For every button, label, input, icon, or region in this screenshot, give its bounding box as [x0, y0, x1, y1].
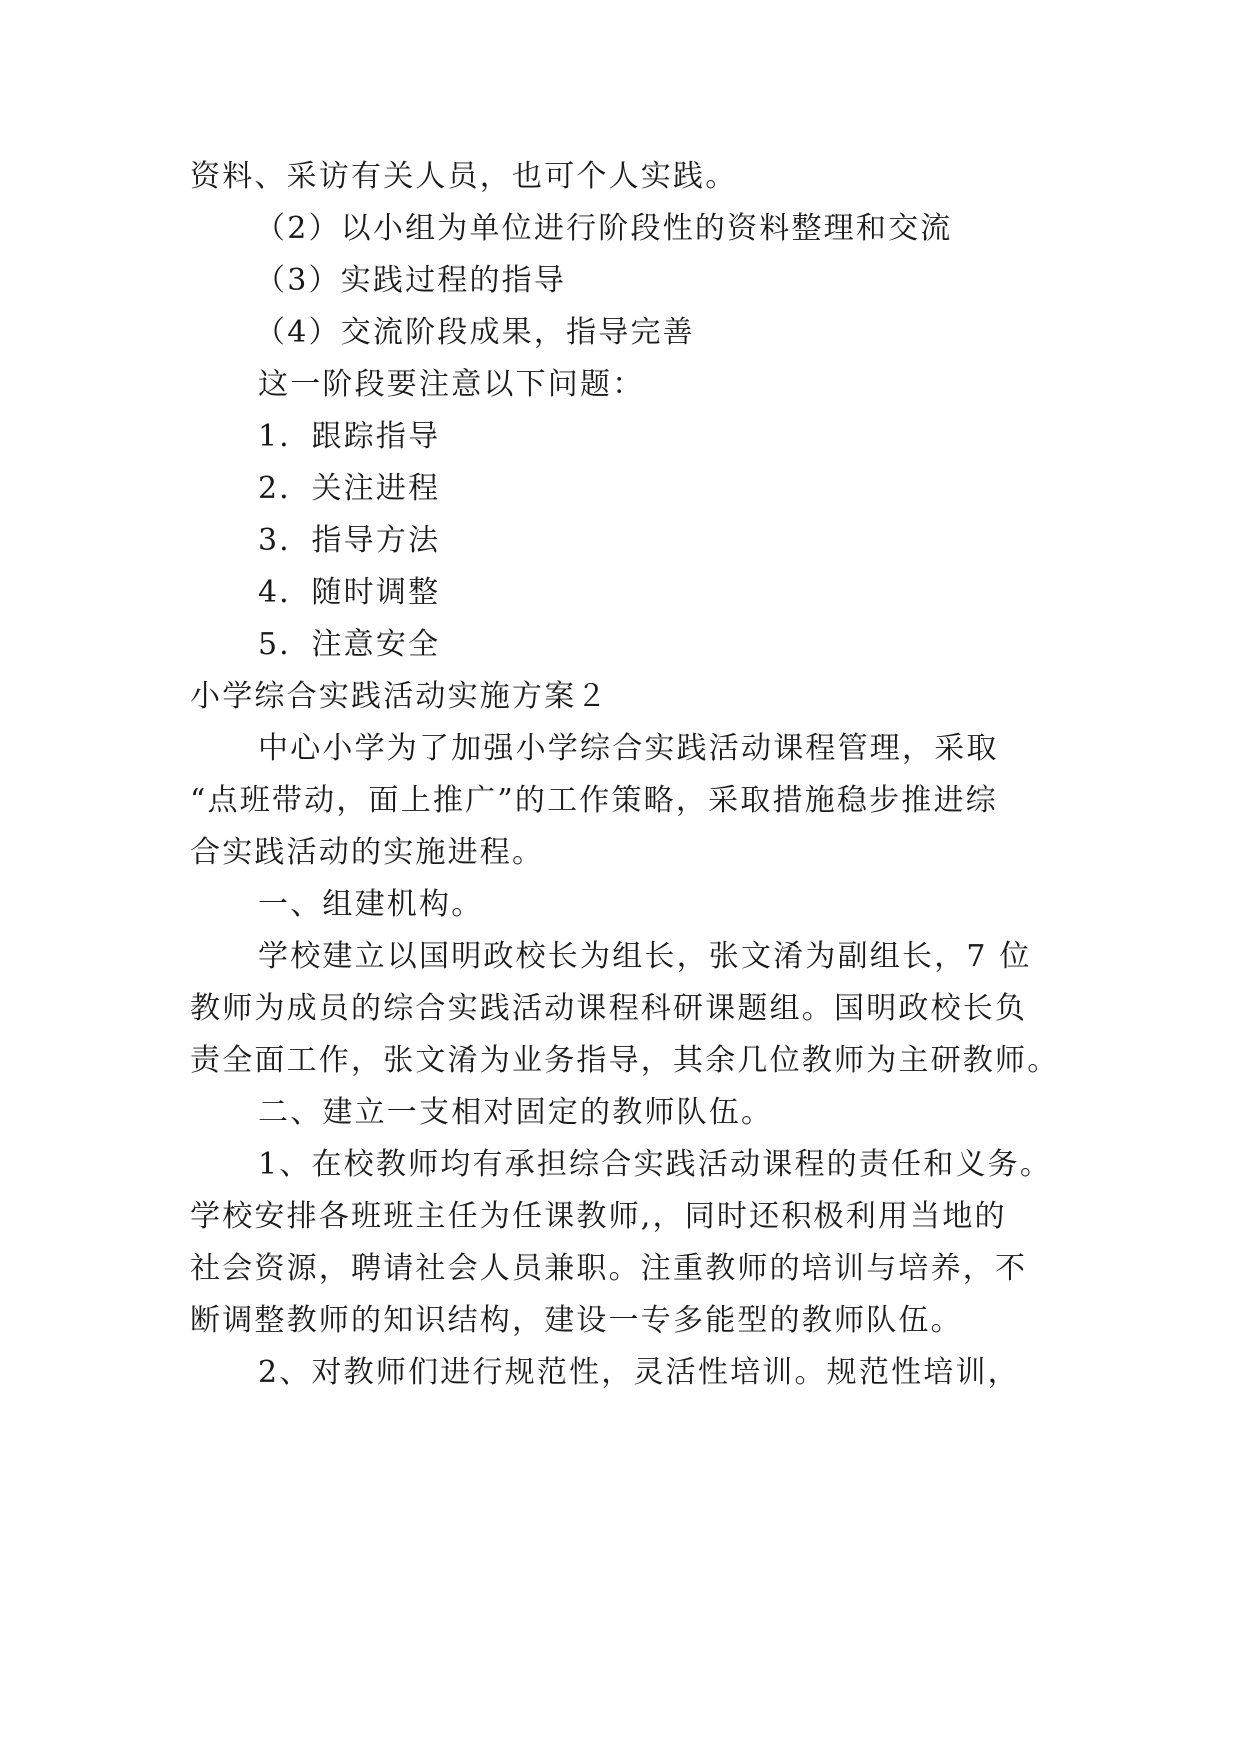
paragraph-line: 断调整教师的知识结构，建设一专多能型的教师队伍。: [190, 1303, 963, 1338]
paragraph-line: 学校安排各班班主任为任课教师,，同时还积极利用当地的: [190, 1199, 1007, 1234]
list-item: （2）以小组为单位进行阶段性的资料整理和交流: [255, 211, 953, 246]
list-item: 3．指导方法: [258, 523, 441, 558]
list-item: 2．关注进程: [258, 471, 441, 506]
list-item: 5．注意安全: [258, 627, 441, 662]
list-item: 1．跟踪指导: [258, 419, 441, 454]
paragraph-line: 资料、采访有关人员，也可个人实践。: [190, 159, 738, 194]
section-title: 小学综合实践活动实施方案２: [190, 679, 609, 714]
paragraph-line: 责全面工作，张文淆为业务指导，其余几位教师为主研教师。: [190, 1043, 1060, 1078]
paragraph-line: 教师为成员的综合实践活动课程科研课题组。国明政校长负: [190, 991, 1028, 1026]
list-item: （3）实践过程的指导: [255, 263, 567, 298]
list-item: 4．随时调整: [258, 575, 441, 610]
section-heading: 一、组建机构。: [258, 887, 484, 922]
paragraph-line: 2、对教师们进行规范性，灵活性培训。规范性培训，: [258, 1355, 1020, 1390]
paragraph-line: 这一阶段要注意以下问题：: [258, 367, 645, 402]
paragraph-line: 中心小学为了加强小学综合实践活动课程管理，采取: [258, 731, 999, 766]
paragraph-line: 1、在校教师均有承担综合实践活动课程的责任和义务。: [258, 1147, 1053, 1182]
paragraph-line: 社会资源，聘请社会人员兼职。注重教师的培训与培养，不: [190, 1251, 1028, 1286]
paragraph-line: “点班带动，面上推广”的工作策略，采取措施稳步推进综: [190, 783, 998, 818]
list-item: （4）交流阶段成果，指导完善: [255, 315, 695, 350]
section-heading: 二、建立一支相对固定的教师队伍。: [258, 1095, 774, 1130]
paragraph-line: 学校建立以国明政校长为组长，张文淆为副组长，7 位: [258, 939, 1032, 974]
paragraph-line: 合实践活动的实施进程。: [190, 835, 545, 870]
